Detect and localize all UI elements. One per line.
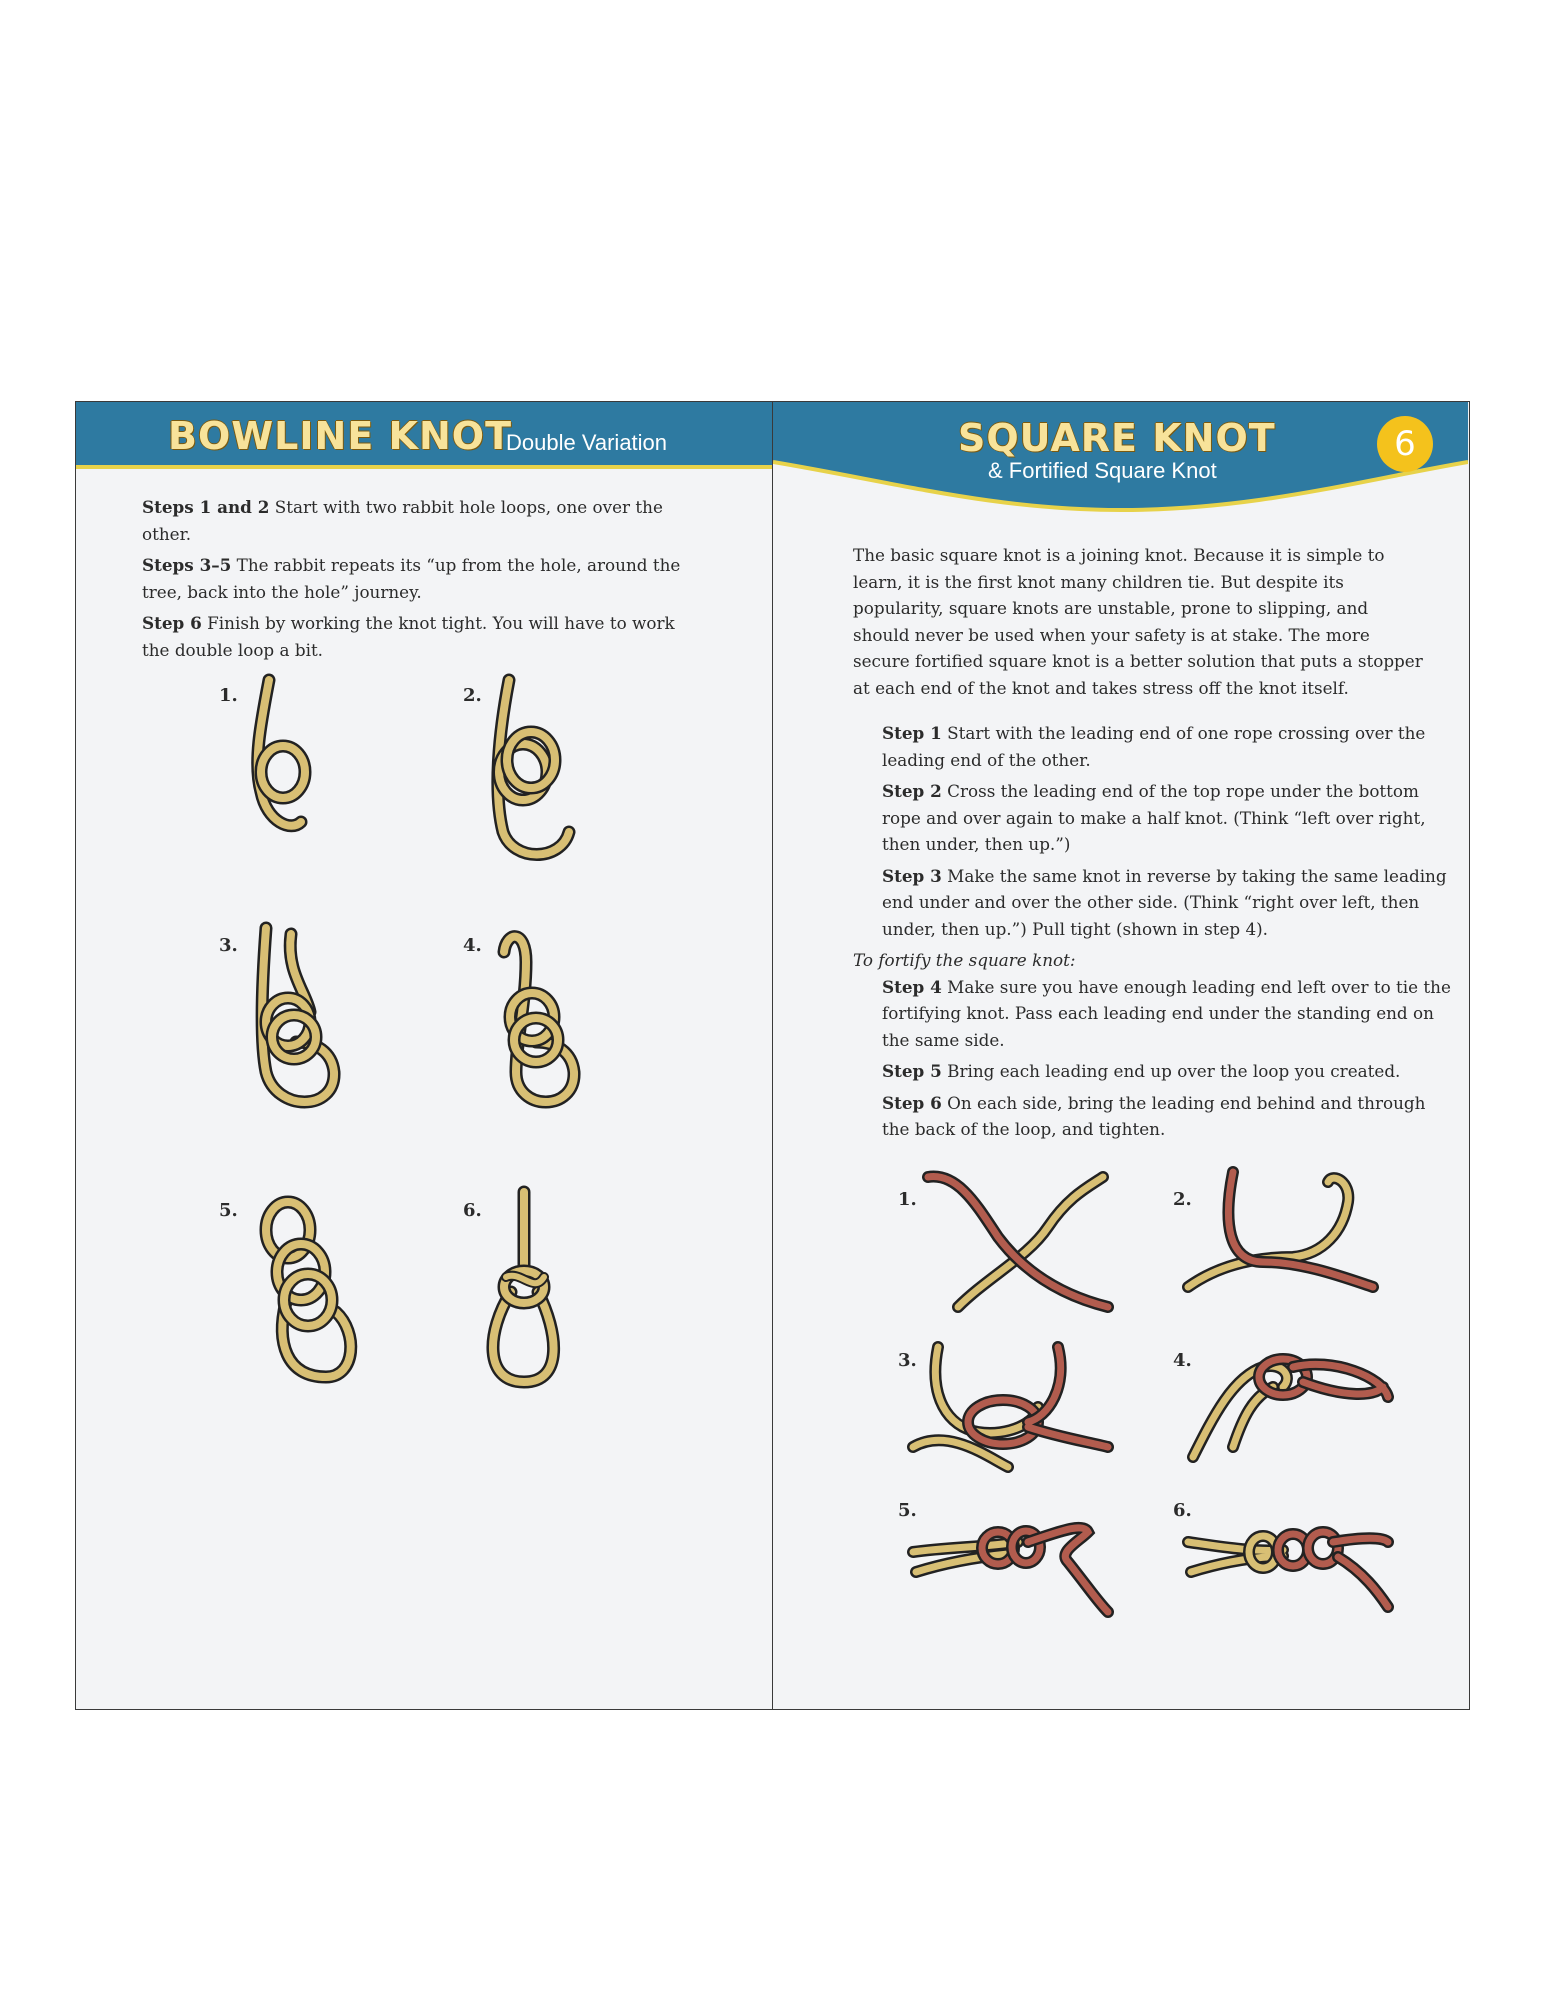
- step-paragraph: [853, 1090, 1453, 1143]
- figure-number: 5.: [219, 1200, 238, 1221]
- bowline-step-4-illustration: [486, 922, 606, 1122]
- left-header-banner: [76, 402, 772, 469]
- right-page-subtitle: & Fortified Square Knot: [988, 458, 1217, 483]
- figure-number: 4.: [1173, 1350, 1192, 1371]
- figure-number: 4.: [463, 935, 482, 956]
- step-text: Bring each leading end up over the loop you created.: [941, 1061, 1401, 1081]
- step-text: Make sure you have enough leading end left over to tie the fortifying knot. Pass each leading end under the standing end on the same side.: [882, 976, 1451, 1050]
- step-paragraph: [853, 720, 1453, 773]
- figure-number: 5.: [898, 1500, 917, 1521]
- bowline-step-5-illustration: [246, 1182, 376, 1382]
- step-paragraph: [853, 1058, 1453, 1085]
- step-text: Cross the leading end of the top rope under the bottom rope and over again to make a half knot. (Think “left over right, then under, then up.”): [882, 781, 1426, 854]
- bowline-step-2-illustration: [481, 672, 601, 872]
- page-number-badge: 6: [1377, 416, 1433, 472]
- left-page-title: BOWLINE KNOT: [168, 414, 512, 458]
- figure-number: 1.: [219, 685, 238, 706]
- figure-number: 1.: [898, 1189, 917, 1210]
- fortify-heading: To fortify the square knot:: [853, 950, 1076, 970]
- step-label: Step 1: [882, 723, 942, 743]
- right-steps: [853, 720, 1453, 1148]
- square-knot-step-3-illustration: [908, 1337, 1118, 1477]
- figure-number: 3.: [898, 1350, 917, 1371]
- step-text: Start with two rabbit hole loops, one over the other.: [142, 497, 663, 544]
- left-page-subtitle: Double Variation: [506, 430, 668, 455]
- figure-number: 3.: [219, 935, 238, 956]
- left-page: [76, 402, 773, 1709]
- step-text: The rabbit repeats its “up from the hole, around the tree, back into the hole” journey.: [142, 555, 681, 602]
- square-knot-step-1-illustration: [918, 1167, 1118, 1317]
- intro-paragraph: The basic square knot is a joining knot. Because it is simple to learn, it is the first knot many children tie. But despite its popularity, square knots are unstable, prone to slipping, and should never be used when your safety is at stake. The more secure fortified square knot is a better solution that puts a stopper at each end of the knot and takes stress off the knot itself.: [853, 545, 1423, 698]
- step-paragraph: [142, 494, 702, 547]
- step-label: Step 2: [882, 781, 942, 801]
- square-knot-step-4-illustration: [1183, 1337, 1403, 1477]
- step-paragraph: [142, 552, 702, 605]
- figure-number: 2.: [463, 685, 482, 706]
- step-paragraph: [853, 778, 1453, 858]
- step-paragraph: [853, 863, 1453, 943]
- step-text: Start with the leading end of one rope crossing over the leading end of the other.: [882, 723, 1426, 770]
- step-text: Finish by working the knot tight. You will have to work the double loop a bit.: [142, 613, 675, 660]
- figure-number: 6.: [463, 1200, 482, 1221]
- figure-number: 2.: [1173, 1189, 1192, 1210]
- right-page-title: SQUARE KNOT: [958, 416, 1276, 460]
- step-label: Step 6: [882, 1092, 942, 1113]
- step-label: Steps 1 and 2: [142, 497, 270, 517]
- right-header-banner: [773, 402, 1468, 522]
- bowline-step-6-illustration: [476, 1182, 586, 1392]
- right-page: [773, 402, 1468, 1709]
- figure-number: 6.: [1173, 1500, 1192, 1521]
- step-label: Steps 3–5: [142, 555, 232, 575]
- square-knot-step-5-illustration: [908, 1492, 1118, 1622]
- step-text: Make the same knot in reverse by taking the same leading end under and over the other side. (Think “right over left, then under, then up.”) Pull tight (shown in step 4).: [882, 865, 1447, 939]
- square-knot-step-2-illustration: [1183, 1162, 1383, 1312]
- step-label: Step 3: [882, 865, 942, 886]
- square-knot-step-6-illustration: [1183, 1492, 1403, 1622]
- step-label: Step 5: [882, 1061, 942, 1081]
- step-label: Step 4: [882, 976, 942, 997]
- step-paragraph: [853, 974, 1453, 1054]
- step-paragraph: [142, 610, 702, 663]
- book-spread: [75, 401, 1470, 1710]
- step-label: Step 6: [142, 613, 202, 633]
- bowline-step-3-illustration: [246, 922, 366, 1122]
- step-text: On each side, bring the leading end behind and through the back of the loop, and tighten.: [882, 1092, 1426, 1139]
- left-steps: [142, 494, 702, 668]
- bowline-step-1-illustration: [241, 672, 361, 852]
